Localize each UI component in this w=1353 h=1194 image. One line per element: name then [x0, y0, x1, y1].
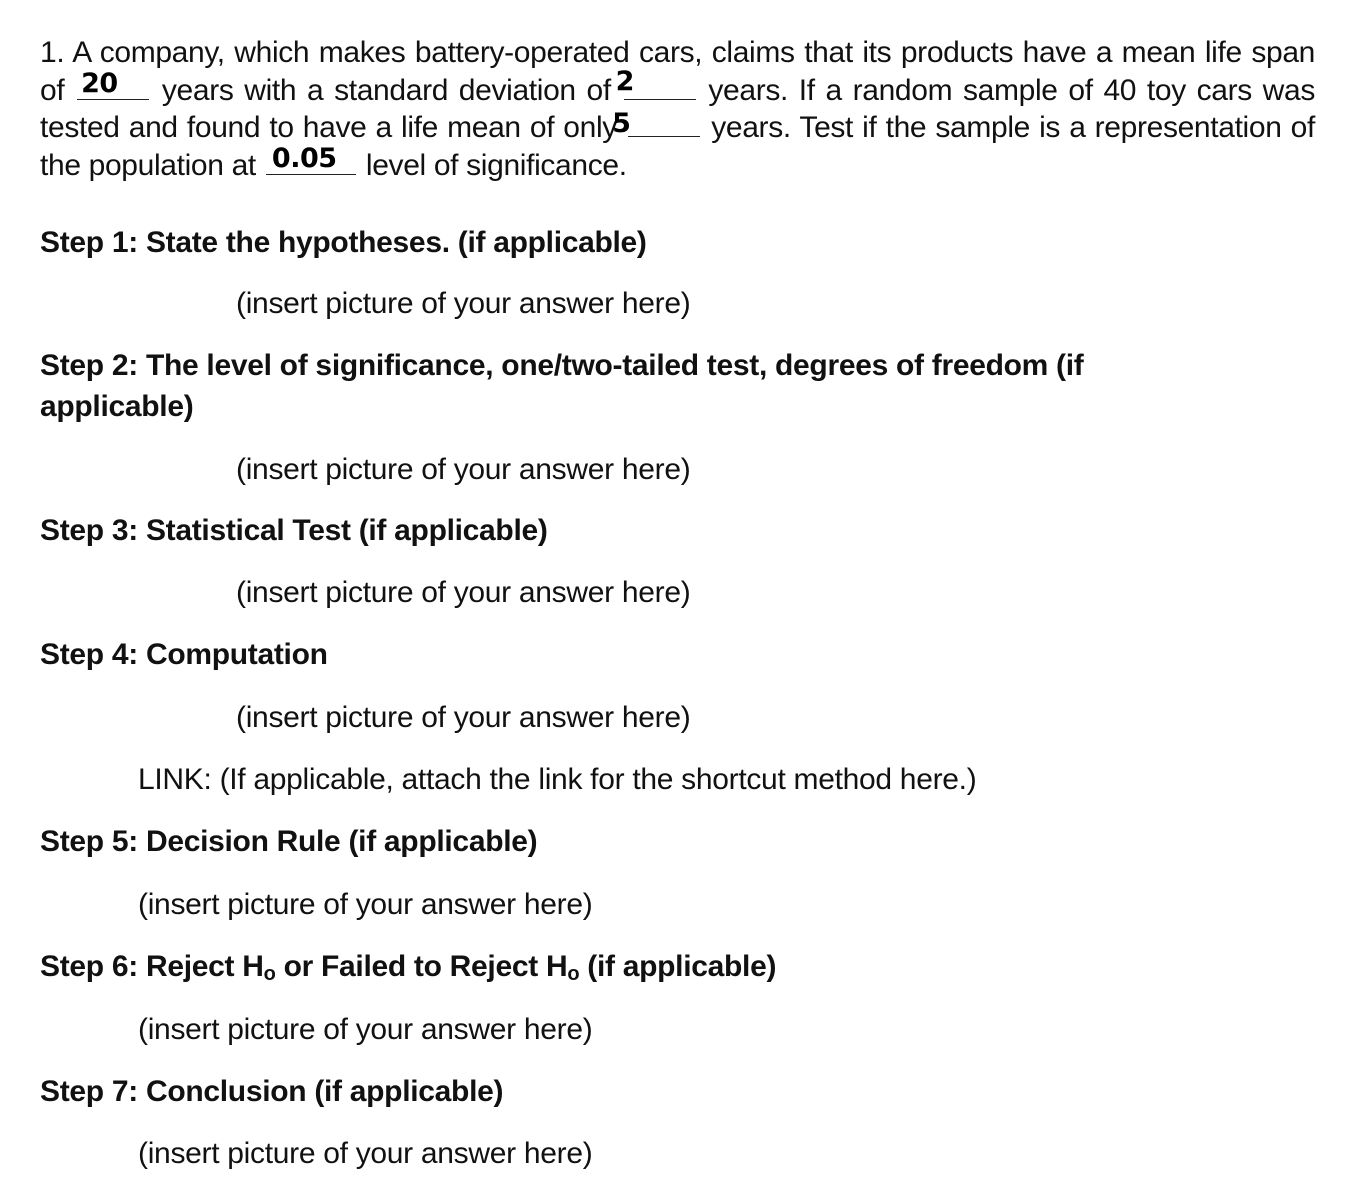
blank-alpha	[266, 143, 356, 175]
blank-sd	[615, 66, 696, 100]
problem-text-3: years. If a random sample of 40 toy cars was tested and found to have a life mean of only	[40, 73, 1315, 144]
handwritten-alpha: 0.05	[271, 143, 337, 174]
step-2-title: Step 2: The level of significance, one/two-tailed test, degrees of freedom (if applicable)	[40, 349, 1084, 423]
step-3-answer-placeholder: (insert picture of your answer here)	[236, 576, 691, 609]
handwritten-mean: 20	[81, 68, 118, 99]
problem-block	[40, 34, 1315, 184]
handwritten-sd: 2	[615, 66, 634, 97]
step-4-answer-placeholder: (insert picture of your answer here)	[236, 701, 691, 734]
step-6-subscript-2: o	[567, 963, 580, 985]
step-3-title: Step 3: Statistical Test (if applicable)	[40, 514, 548, 547]
step-6-subscript-1: o	[263, 963, 276, 985]
step-6-title-c: (if applicable)	[579, 950, 777, 983]
blank-sample-mean	[612, 107, 700, 139]
step-7-answer-placeholder: (insert picture of your answer here)	[138, 1137, 593, 1170]
problem-text-5: level of significance.	[365, 148, 627, 182]
step-5-title: Step 5: Decision Rule (if applicable)	[40, 825, 538, 858]
step-6-title-b: or Failed to Reject H	[275, 950, 568, 983]
handwritten-sample-mean: 5	[612, 107, 631, 139]
problem-text-4: years. Test if the sample is a representation of the population at	[40, 111, 1315, 182]
step-6-title-a: Step 6: Reject H	[40, 950, 264, 983]
step-7-title: Step 7: Conclusion (if applicable)	[40, 1075, 504, 1108]
problem-statement	[40, 34, 1315, 184]
step-2-answer-placeholder: (insert picture of your answer here)	[236, 453, 691, 486]
step-1-title: Step 1: State the hypotheses. (if applicable)	[40, 226, 647, 259]
step-4-title: Step 4: Computation	[40, 638, 328, 671]
step-5-answer-placeholder: (insert picture of your answer here)	[138, 888, 593, 921]
problem-text-2: years with a standard deviation of	[161, 73, 611, 107]
step-4-link-placeholder: LINK: (If applicable, attach the link for the shortcut method here.)	[138, 763, 977, 796]
step-1-answer-placeholder: (insert picture of your answer here)	[236, 287, 691, 320]
problem-text-1: 1. A company, which makes battery-operated cars, claims that its products have a mean life span of	[40, 36, 1315, 107]
step-6-title	[40, 946, 1240, 987]
step-6-answer-placeholder: (insert picture of your answer here)	[138, 1013, 593, 1046]
blank-mean	[77, 68, 149, 100]
